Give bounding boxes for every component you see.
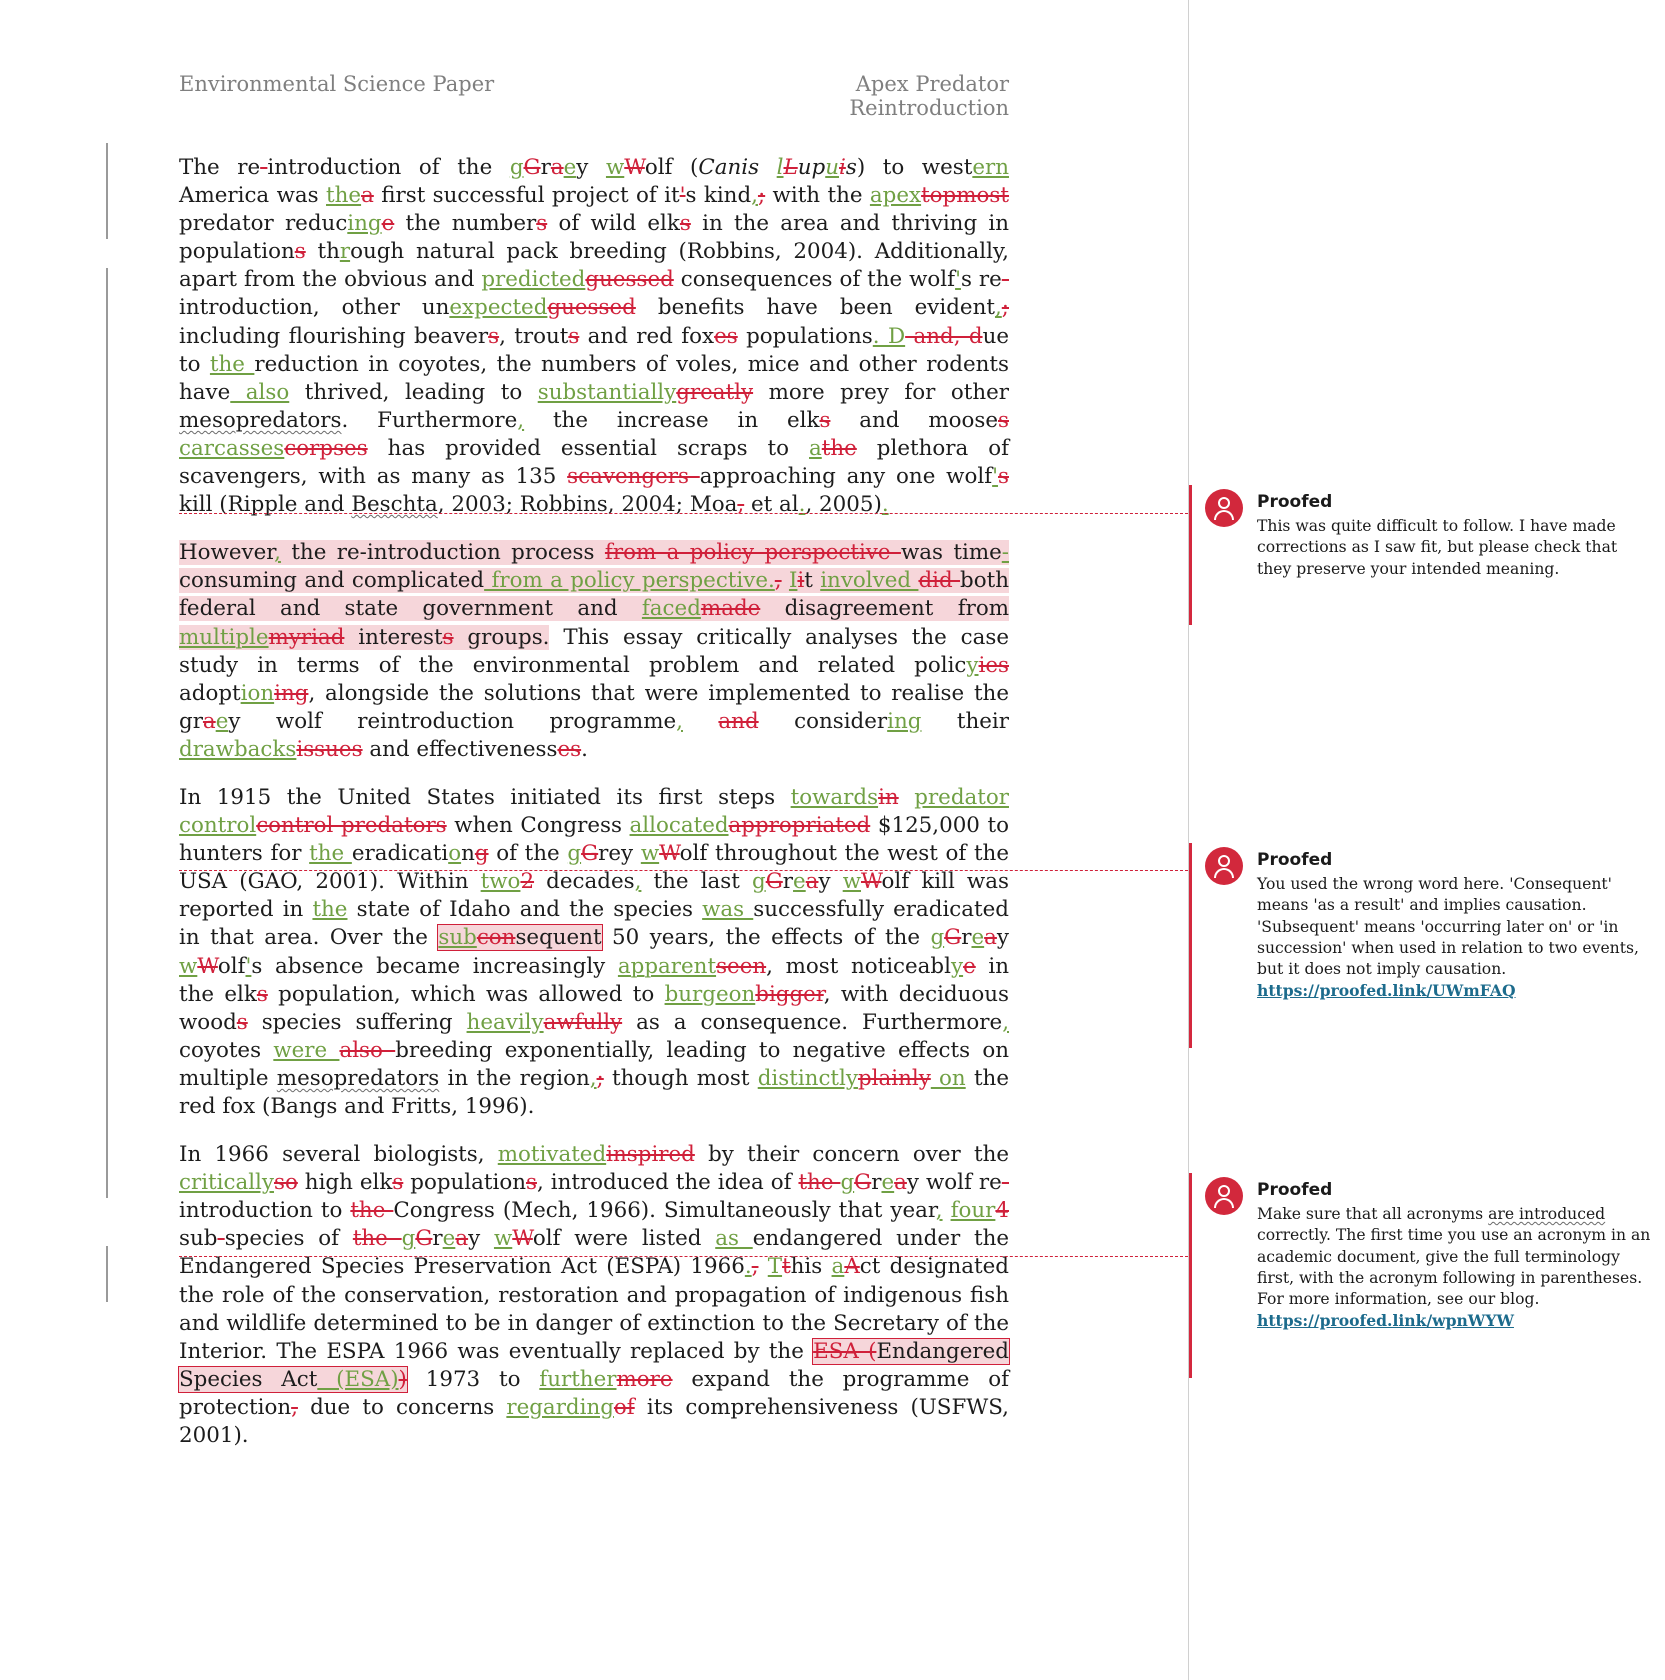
comment-author: Proofed: [1257, 1180, 1333, 1200]
user-avatar-icon: [1205, 847, 1243, 885]
comments-pane: [1189, 0, 1665, 1680]
comment-text: You used the wrong word here. 'Consequent' means 'as a result' and implies causation. 'Subsequent' means 'occurring later on' or 'in succession' when used in relation to two events, but it does not imply causation.: [1257, 875, 1639, 979]
comment-text: [1257, 1204, 1652, 1310]
comment-link[interactable]: https://proofed.link/wpnWYW: [1257, 1311, 1514, 1331]
change-bar: [106, 143, 108, 239]
comment-anchor-line: [179, 1256, 1188, 1257]
comment-anchor-line: [179, 513, 1188, 514]
paragraph[interactable]: However, the re-introduction process from a policy perspective was time-consuming and complicated from a policy perspective., Iit involved did both federal and state government and facedmade disagreement from multiplemyriad interests groups. This essay critically analyses the case study in terms of the environmental problem and related policyies adoptioning, alongside the solutions that were implemented to realise the graey wolf reintroduction programme, and considering their drawbacksissues and effectivenesses.: [179, 540, 1010, 762]
comment-anchor-line: [179, 870, 1188, 871]
document-body[interactable]: [179, 154, 1009, 1470]
change-bar: [106, 268, 108, 1198]
comment-author: Proofed: [1257, 492, 1333, 512]
header-left: Environmental Science Paper: [179, 72, 495, 96]
comment-text-squiggle: are introduced: [1488, 1205, 1606, 1223]
comment-text-part: correctly. The first time you use an acronym in an academic document, give the full terminology first, with the acronym following in parentheses. For more information, see our blog.: [1257, 1226, 1651, 1309]
comment-text: This was quite difficult to follow. I have made corrections as I saw fit, but please check that they preserve your intended meaning.: [1257, 517, 1618, 578]
change-bar: [106, 1246, 108, 1302]
user-avatar-icon: [1205, 1177, 1243, 1215]
paragraph[interactable]: In 1915 the United States initiated its first steps towardsin predator controlcontrol predators when Congress allocatedappropriated $125,000 to hunters for the eradicationg of the gGrey wWolf throughout the west of the USA (GAO, 2001). Within two2 decades, the last gGreay wWolf kill was reported in the state of Idaho and the species was successfully eradicated in that area. Over the subconsequent 50 years, the effects of the gGreay wWolf's absence became increasingly apparentseen, most noticeablye in the elks population, which was allowed to burgeonbigger, with deciduous woods species suffering heavilyawfully as a consequence. Furthermore, coyotes were also breeding exponentially, leading to negative effects on multiple mesopredators in the region,; though most distinctlyplainly on the red fox (Bangs and Fritts, 1996).: [179, 784, 1010, 1119]
comment-link[interactable]: https://proofed.link/UWmFAQ: [1257, 981, 1516, 1001]
comment-marker: [1189, 843, 1192, 1048]
comment-marker: [1189, 485, 1192, 625]
paragraph[interactable]: The re-introduction of the gGraey wWolf (Canis lLupuis) to western America was thea first successful project of it's kind,; with the apextopmost predator reducinge the numbers of wild elks in the area and thriving in populations through natural pack breeding (Robbins, 2004). Additionally, apart from the obvious and predictedguessed consequences of the wolf's re-introduction, other unexpectedguessed benefits have been evident,; including flourishing beavers, trouts and red foxes populations. D and, due to the reduction in coyotes, the numbers of voles, mice and other rodents have also thrived, leading to substantiallygreatly more prey for other mesopredators. Furthermore, the increase in elks and mooses carcassescorpses has provided essential scraps to athe plethora of scavengers, with as many as 135 scavengers approaching any one wolf's kill (Ripple and Beschta, 2003; Robbins, 2004; Moa, et al., 2005).: [179, 155, 1010, 518]
comment-author: Proofed: [1257, 850, 1333, 870]
comment-marker: [1189, 1173, 1192, 1378]
comment-text-part: Make sure that all acronyms: [1257, 1205, 1489, 1223]
header-right: Apex Predator Reintroduction: [849, 72, 1009, 120]
user-avatar-icon: [1205, 489, 1243, 527]
paragraph[interactable]: In 1966 several biologists, motivatedinspired by their concern over the criticallyso high elks populations, introduced the idea of the gGreay wolf re-introduction to the Congress (Mech, 1966). Simultaneously that year, four4 sub-species of the gGreay wWolf were listed as endangered under the Endangered Species Preservation Act (ESPA) 1966., Tthis aAct designated the role of the conservation, restoration and propagation of indigenous fish and wildlife determined to be in danger of extinction to the Secretary of the Interior. The ESPA 1966 was eventually replaced by the ESA (Endangered Species Act (ESA)) 1973 to furthermore expand the programme of protection, due to concerns regardingof its comprehensiveness (USFWS, 2001).: [179, 1142, 1010, 1449]
